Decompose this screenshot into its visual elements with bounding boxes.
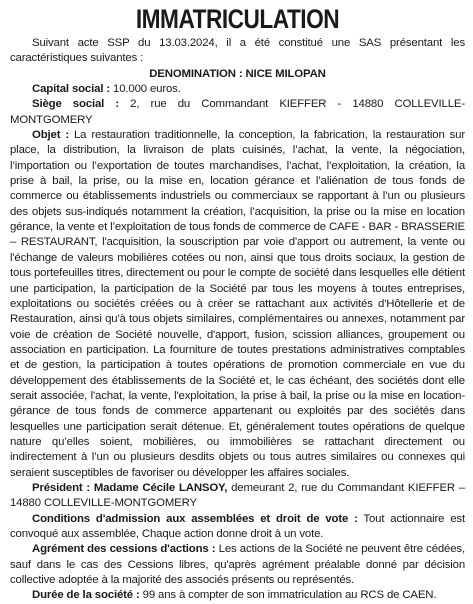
objet-paragraph <box>10 128 465 481</box>
capital-paragraph <box>10 82 465 97</box>
denomination-line: DENOMINATION : NICE MILOPAN <box>149 67 326 80</box>
agrement-value: Les actions de la Société ne peuvent être cédées, sauf dans le cas des Cessions libres, qu'après agrément préalable donné par décision collective adoptée à la majorité des associés présents ou représentés. <box>10 543 465 587</box>
siege-value: 2, rue du Commandant KIEFFER - 14880 COLLEVILLE-MONTGOMERY <box>10 98 465 126</box>
notice-title: IMMATRICULATION <box>135 4 340 34</box>
president-paragraph <box>10 481 465 512</box>
siege-label: Siège social : <box>32 98 120 111</box>
objet-value: La restauration traditionnelle, la conception, la fabrication, la restauration sur place, la distribution, la livraison de plats cuisinés, l’achat, la vente, la négociation, l’importation ou l’exportation de toutes marchandises, l’achat, l’exploitation, la création, la prise à bail, la prise, ou la mise en, location gérance et l’aliénation de tous fonds de commerce ou établissements industriels ou commerciaux se rapportant à l’un ou plusieurs des objets sus-indiqués notamment la création, l’acquisition, la prise ou la mise en location gérance, la vente et l’exploitation de tous fonds de commerce de CAFE - BAR - BRASSERIE – RESTAURANT, l'acquisition, la souscription par voie d'apport ou autrement, la vente ou l'échange de valeurs mobilières cotées ou non, ainsi que tous droits sociaux, la gestion de tous portefeuilles titres, directement ou pour le compte de société dans lesquelles elle détient une participation, la participation de la Société par tous les moyens à toutes entreprises, exploitations ou sociétés créées ou à créer se rattachant aux activités d'Hôtellerie et de Restauration, ainsi qu'à tous objets similaires, complémentaires ou annexes, notamment par voie de création de Société nouvelle, d'apport, fusion, scission alliances, groupement ou association en participation. La fourniture de toutes prestations administratives comptables et de gestion, la participation à toutes opérations de promotion commerciale en vue du développement des établissements de la Société et, le cas échéant, des sociétés dont elle serait associée, l'achat, la vente, l'exploitation, la prise à bail, la prise ou la mise en location-gérance de tous fonds de commerce appartenant ou exploités par des sociétés dans lesquelles une participation serait détenue. Et, généralement toutes opérations de quelque nature qu’elles soient, mobilières, ou immobilières se rattachant directement ou indirectement à l’un ou plusieurs desdits objets ou tous autres similaires ou connexes qui seraient susceptibles de favoriser ou développer les affaires sociales. <box>10 129 465 479</box>
agrement-label: Agrément des cessions d'actions : <box>32 543 216 556</box>
duree-value: 99 ans à compter de son immatriculation au RCS de CAEN. <box>139 589 437 602</box>
capital-label: Capital social : <box>32 83 110 96</box>
siege-paragraph <box>10 97 465 128</box>
objet-label: Objet : <box>32 129 69 142</box>
conditions-paragraph <box>10 512 465 543</box>
agrement-paragraph <box>10 542 465 588</box>
conditions-value: Tout actionnaire est convoqué aux assemblée, Chaque action donne droit à un vote. <box>10 512 465 540</box>
intro-paragraph: Suivant acte SSP du 13.03.2024, il a été constitué une SAS présentant les caractéristiques suivantes : <box>10 37 465 65</box>
duree-label: Durée de la société : <box>32 589 140 602</box>
duree-paragraph <box>10 588 465 603</box>
conditions-label: Conditions d'admission aux assemblées et droit de vote : <box>32 512 358 525</box>
capital-value: 10.000 euros. <box>110 83 181 96</box>
president-value: demeurant 2, rue du Commandant KIEFFER – 14880 COLLEVILLE-MONTGOMERY <box>10 481 466 510</box>
president-label: Président : Madame Cécile LANSOY, <box>32 481 228 494</box>
